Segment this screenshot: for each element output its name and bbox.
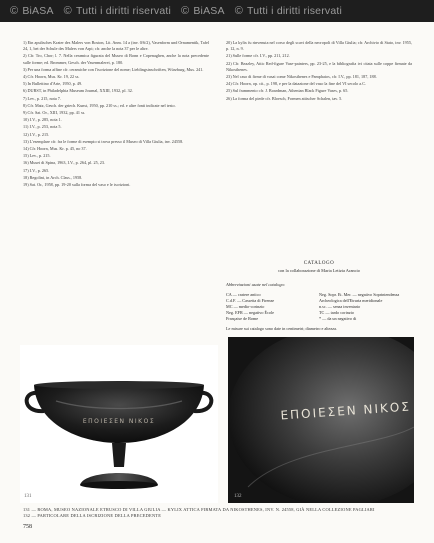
footnote: 5) In Bullettino d'Arte, 1950, p. 49.	[23, 81, 83, 87]
footnote: 21) Sulle forme cfr. I.V., pp. 211, 212.	[226, 53, 290, 59]
abbreviation-left: CA — cratere antico	[226, 292, 261, 297]
inscription-detail-text: ΕΠΟΙΕΣΕΝ ΝΙΚΟΣ	[280, 399, 412, 423]
figure-number: 131	[24, 494, 32, 499]
abbreviation-right: Archeologica dell'Etruria meridionale	[319, 298, 383, 303]
abbreviations-table	[226, 292, 412, 322]
abbreviation-right: Neg. Sopr. Et. Mer. — negativo Soprintendenza	[319, 292, 400, 297]
footnote: 9) Cfr. Sat. Or., XIII, 1932, pp. 41 ss.	[23, 110, 86, 116]
catalog-note: Le misure sui catalogo sono date in centimetri; diametro e altezza.	[226, 326, 338, 331]
footnote: 25) Sul frammento cfr. J. Boardman, Athenian Black Figure Vases, p. 65.	[226, 88, 349, 94]
footnote: 10) I.V., p. 285, nota 1.	[23, 117, 62, 123]
footnote: 6) DURST, in Philadelphia Museum Journal, XXIII, 1932, pl. 32.	[23, 88, 133, 94]
kylix-inscription: ΕΠΟΙΕΣΕΝ ΝΙΚΟΣ	[82, 418, 156, 425]
footnote: 12) I.V., p. 215.	[23, 131, 50, 137]
footnote: 13) L'esemplare cfr. fra le forme di esempio si trova presso il Museo di Villa Giulia, inv. 24558.	[23, 138, 184, 144]
abbreviations-heading: Abbreviazioni usate nel catalogo:	[226, 282, 286, 287]
inscription-detail-image	[228, 337, 414, 503]
kylix-photo	[20, 345, 218, 503]
kylix-rim	[34, 381, 204, 389]
footnote: 18) Regolini, in Arch. Class., 1958.	[23, 174, 83, 180]
abbreviation-right: TC — tardo corinzio	[319, 310, 355, 315]
copyright-icon: ©	[234, 5, 244, 17]
left-footnotes-column	[23, 40, 209, 189]
watermark-item: © BiASA	[181, 5, 225, 17]
abbreviation-right: * — da un negativo di	[319, 316, 357, 321]
abbreviation-right: n.sc. — senza inventario	[319, 304, 361, 309]
footnote: 1) Ein apulisches Krater des Malers von Boston, Lit. Anm. 14 a (inv. 0/6/2), Vasenform und Ornamentik, Tafel 24, 1, bei der Schule des Malers von Arpi; cfr. anche la nota 37 per le altre.	[23, 40, 209, 52]
footnote: 17) I.V., p. 265.	[23, 167, 50, 173]
copyright-icon: ©	[10, 5, 19, 17]
footnote: 15) Lev., p. 215.	[23, 153, 51, 159]
footnote: 4) Cfr. Hoorn, Mus. Kr. 19, 22 ss.	[23, 74, 80, 80]
footnote: 11) I.V., p. 253, nota 5.	[23, 124, 62, 130]
footnote: 14) Cfr. Hoorn, Mus. Kr. p. 45, no 37.	[23, 146, 87, 152]
caption-figure-132: 132 — PARTICOLARE DELLA ISCRIZIONE DELLA PRECEDENTE	[23, 513, 162, 518]
footnote: 20) La kylix fu rinvenuta nel corso degli scavi della necropoli di Villa Giulia; cfr. Archivio di Stato, inv. 1955, p. 12, n. 9.	[226, 40, 412, 52]
footnote: 26) La forma del piede cfr. Bloesch, Formen attischer Schalen, tav. 5.	[226, 95, 343, 101]
abbreviation-left: Neg. EFR — negativo École	[226, 310, 275, 315]
footnote: 7) Lev., p. 215, nota 7.	[23, 95, 61, 101]
caption-figure-131: 131 — ROMA, MUSEO NAZIONALE ETRUSCO DI VILLA GIULIA — KYLIX ATTICA FIRMATA DA NIKOSTHENES, INV. N. 24558, GIÀ NELLA COLLEZIONE PAGLIARI	[23, 507, 375, 512]
abbreviation-row	[226, 316, 412, 322]
watermark-item: © Tutti i diritti riservati	[63, 5, 172, 17]
footnote: 22) Cfr. Beazley, Attic Red-figure Vase-painters, pp. 23-25, e la bibliografia ivi citata sulle coppe firmate da Nikosthenes.	[226, 60, 412, 72]
page-number: 758	[23, 524, 32, 530]
watermark-bar	[0, 0, 434, 22]
kylix-bowl	[34, 385, 204, 443]
footnote: 3) Per una forma affine cfr. ceramiche con l'iscrizione del nome; Lieblingsinschriften, Würzburg, Mus. 241.	[23, 66, 204, 72]
abbreviation-left: Française de Rome	[226, 316, 259, 321]
kylix-stem	[112, 443, 126, 467]
watermark-item: © Tutti i diritti riservati	[234, 5, 343, 17]
abbreviation-left: MC — medio-corinzio	[226, 304, 265, 309]
footnote: 23) Nel caso di firme di vasai come Nikosthenes e Pamphaios, cfr. I.V., pp. 181, 187, 188.	[226, 74, 377, 80]
kylix-image	[20, 345, 218, 503]
watermark-item: © BiASA	[10, 5, 54, 17]
footnote: 8) Cfr. Matz, Gesch. der griech. Kunst, 1950, pp. 210 ss.; ed. e altre fonti indicate nel testo.	[23, 102, 176, 108]
catalog-title: CATALOGO	[303, 261, 335, 266]
copyright-icon: ©	[63, 5, 72, 17]
footnote: 24) Cfr. Hoorn, op. cit., p. 198, e per la datazione del vaso la fine del VI secolo a.C.	[226, 81, 367, 87]
copyright-icon: ©	[181, 5, 190, 17]
figure-number: 132	[234, 494, 242, 499]
catalog-subtitle: con la collaborazione di Maria Letizia Arancio	[278, 268, 360, 273]
footnote: 19) Sat. Or., 1958, pp. 19-20 sulla forma del vaso e le iscrizioni.	[23, 182, 131, 188]
right-footnotes-column	[226, 40, 412, 103]
footnote: 16) Musei di Spina, 1963, I.V., p. 264, pl. 25, 23.	[23, 160, 106, 166]
footnote: 2) Cfr. Tro, Chor; l. 7. Nella ceramica figurata del Museo di Bonn e Copenaghen, anche la nota precedente sulle forme; ed. Brommer, Gesch. der Vasenmalerei, p. 180.	[23, 53, 209, 65]
inscription-detail-photo	[228, 337, 414, 503]
abbreviation-left: C.d.F. — Cassetta di Firenze	[226, 298, 275, 303]
